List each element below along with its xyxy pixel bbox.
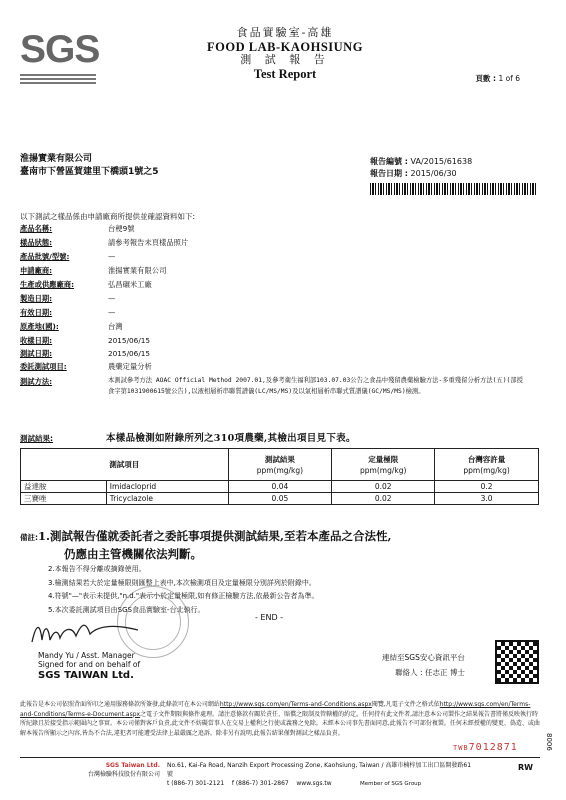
results-label: 測試結果: <box>20 434 53 443</box>
col-mrl: 台灣容許量 ppm(mg/kg) <box>435 449 539 481</box>
page-indicator <box>475 73 520 84</box>
disclaimer-part3: 之電子文件期限與條件處理。請注意條款有關於責任、賠償之限制及管轄權的約定。任何持有此文件者,請注意本公司製作之結果報告書將僅反映執行時所紀錄且於接受指示範圍內之事實。本公司僅對客戶負責,此文件不妨礙當事人在交易上權利之行使或義務之免除。未經本公司事先書面同意,此報告不可部份複製。任何未經授權的變更、偽造、或曲解本報告所顯示之內容,皆為不合法,違犯者可能遭受法律上最嚴厲之追訴。除非另有說明,此報告結果僅對測試之樣品負責。 <box>20 710 540 737</box>
logo-text: SGS <box>20 28 100 71</box>
field-value: — <box>108 252 116 261</box>
field-row <box>20 308 115 318</box>
client-block <box>20 153 159 179</box>
field-key: 原產地(國): <box>20 322 59 331</box>
pesticide-zh: 三賽唑 <box>21 493 107 505</box>
note-1b: 仍應由主管機關依法判斷。 <box>64 547 202 561</box>
note-3: 3.檢測結果若大於定量極限則匯整上表中,本次檢測項目及定量極限分別詳列於附錄中。 <box>48 578 316 587</box>
qr-code[interactable] <box>495 640 539 684</box>
member-of-sgs: Member of SGS Group <box>360 781 422 787</box>
field-key: 產品名稱: <box>20 224 53 233</box>
field-row <box>20 362 152 372</box>
notes-label: 備註: <box>20 533 38 542</box>
verify-contact: 聯絡人 : 任志正 博士 <box>395 668 465 677</box>
field-key: 收樣日期: <box>20 336 53 345</box>
pesticide-zh: 益達胺 <box>21 481 107 493</box>
report-no-label: 報告編號 : <box>370 157 408 166</box>
footer-address: No.61, Kai-Fa Road, Nanzih Export Processing Zone, Kaohsiung, Taiwan / 高雄市楠梓加工出口區開發路61號 t (886-7) 301-2121 f (886-7) 301-2867 www.sgs.tw <box>167 762 472 787</box>
page-value: 1 of 6 <box>498 74 520 83</box>
footer-company: SGS Taiwan Ltd. 台灣檢驗科技股份有限公司 <box>87 762 160 778</box>
lab-name-en: FOOD LAB-KAOHSIUNG <box>207 39 363 54</box>
e-document-terms-link[interactable]: http://www.sgs.com/en/Terms-and-Conditions/Terms-e-Document.aspx <box>20 701 531 718</box>
col-result: 測試結果 ppm(mg/kg) <box>228 449 332 481</box>
field-row <box>20 322 123 332</box>
pesticide-en: Tricyclazole <box>106 493 228 505</box>
mrl-value: 0.2 <box>435 481 539 493</box>
field-value: 弘昌碾米工廠 <box>108 280 152 289</box>
field-row <box>20 224 135 234</box>
field-key: 委託測試項目: <box>20 362 67 371</box>
field-row <box>20 336 150 346</box>
note-4: 4.符號"—"表示未提供,"n.d."表示小於定量極限,如有修正檢驗方法,依最新公告者為準。 <box>48 592 319 600</box>
terms-link[interactable]: http://www.sgs.com/en/Terms-and-Conditions.aspx <box>219 701 372 708</box>
field-value: — <box>108 308 116 317</box>
field-row <box>20 266 166 276</box>
results-table <box>20 448 539 505</box>
barcode <box>370 183 538 195</box>
client-name: 淮揚實業有限公司 <box>20 154 93 164</box>
verify-link[interactable]: 連結至SGS安心資訊平台 <box>382 653 465 662</box>
field-key: 有效日期: <box>20 308 53 317</box>
col-loq: 定量極限 ppm(mg/kg) <box>332 449 435 481</box>
mrl-value: 3.0 <box>435 493 539 505</box>
field-row <box>20 238 188 248</box>
signer-name: Mandy Yu / Asst. Manager <box>38 651 135 660</box>
lab-name-zh: 食品實驗室-高雄 <box>236 26 334 39</box>
disclaimer-part2: 閱覽,凡電子文件之格式依 <box>371 701 440 708</box>
field-row <box>20 377 108 387</box>
note-1a: 1.測試報告僅就委託者之委託事項提供測試結果,至若本產品之合法性, <box>38 529 392 543</box>
report-title-en: Test Report <box>253 66 317 81</box>
pesticide-en: Imidacloprid <box>106 481 228 493</box>
loq-value: 0.02 <box>332 481 435 493</box>
field-row <box>20 294 115 304</box>
result-value: 0.05 <box>228 493 332 505</box>
results-summary: 本樣品檢測如附錄所列之310項農藥,其檢出項目見下表。 <box>106 433 356 444</box>
footer-rw: RW <box>518 763 533 772</box>
field-value: 台灣 <box>108 322 123 331</box>
logo-bars <box>20 72 96 84</box>
field-key: 製造日期: <box>20 294 53 303</box>
table-header-row <box>21 449 539 481</box>
notes-block <box>20 528 392 617</box>
note-2: 2.本報告不得分離或摘錄使用。 <box>48 565 146 573</box>
field-row <box>20 349 150 359</box>
report-info <box>370 156 472 180</box>
field-key: 生產或供應廠商: <box>20 280 74 289</box>
serial-number: TWB7012871 <box>453 742 518 753</box>
table-row <box>21 493 539 505</box>
col-item: 測試項目 <box>21 449 229 481</box>
field-row <box>20 252 115 262</box>
signature <box>28 616 148 648</box>
field-value: 請參考報告末頁樣品照片 <box>108 238 189 247</box>
field-key: 樣品狀態: <box>20 238 53 247</box>
note-5: 5.本次委託測試項目由SGS食品實驗室-台北執行。 <box>48 605 205 614</box>
sgs-logo <box>20 28 100 86</box>
field-key: 測試方法: <box>20 377 53 386</box>
field-value: 淮揚實業有限公司 <box>108 266 167 275</box>
footer-web[interactable]: www.sgs.tw <box>296 780 332 787</box>
field-value: 農藥定量分析 <box>108 362 152 371</box>
page-label: 頁數 : <box>475 74 497 83</box>
field-value: — <box>108 294 116 303</box>
loq-value: 0.02 <box>332 493 435 505</box>
table-row <box>21 481 539 493</box>
field-value: 2015/06/15 <box>108 349 151 358</box>
field-key: 申請廠商: <box>20 266 53 275</box>
side-id: 8006 <box>545 733 553 751</box>
disclaimer <box>20 700 540 738</box>
report-date-value: 2015/06/30 <box>410 169 457 178</box>
signer-line2: Signed for and on behalf of <box>38 660 141 669</box>
intro-text: 以下測試之樣品係由申請廠商所提供並確認資料如下: <box>20 212 196 221</box>
client-address: 臺南市下營區賀建里下橋頭1號之5 <box>20 167 159 177</box>
disclaimer-part1: 此報告是本公司依照背面所印之通用服務條款所簽發,此條款可在本公司網站 <box>20 701 220 708</box>
field-key: 測試日期: <box>20 349 53 358</box>
end-mark: - END - <box>255 613 284 622</box>
field-key: 產品批號/型號: <box>20 252 70 261</box>
report-no-value: VA/2015/61638 <box>410 157 473 166</box>
report-header <box>170 27 400 81</box>
result-value: 0.04 <box>228 481 332 493</box>
method-text: 本測試參考方法 AOAC Official Method 2007.01,及參考衛生福利部103.07.03公告之食品中殘留農藥檢驗方法-多重殘留分析方法(五)(部授食字第1031900615號公告),以液相層析串聯質譜儀(LC/MS/MS)及以氣相層析串聯式質譜儀(GC/MS/MS)檢測。 <box>108 377 523 395</box>
report-title-zh: 測 試 報 告 <box>240 53 330 67</box>
signer-block <box>38 651 140 680</box>
signer-company: SGS TAIWAN Ltd. <box>38 670 134 681</box>
field-value: 台稉9號 <box>108 224 135 233</box>
field-row <box>20 280 152 290</box>
verify-block <box>382 650 465 680</box>
report-date-label: 報告日期 : <box>370 169 408 178</box>
field-value: 2015/06/15 <box>108 336 151 345</box>
